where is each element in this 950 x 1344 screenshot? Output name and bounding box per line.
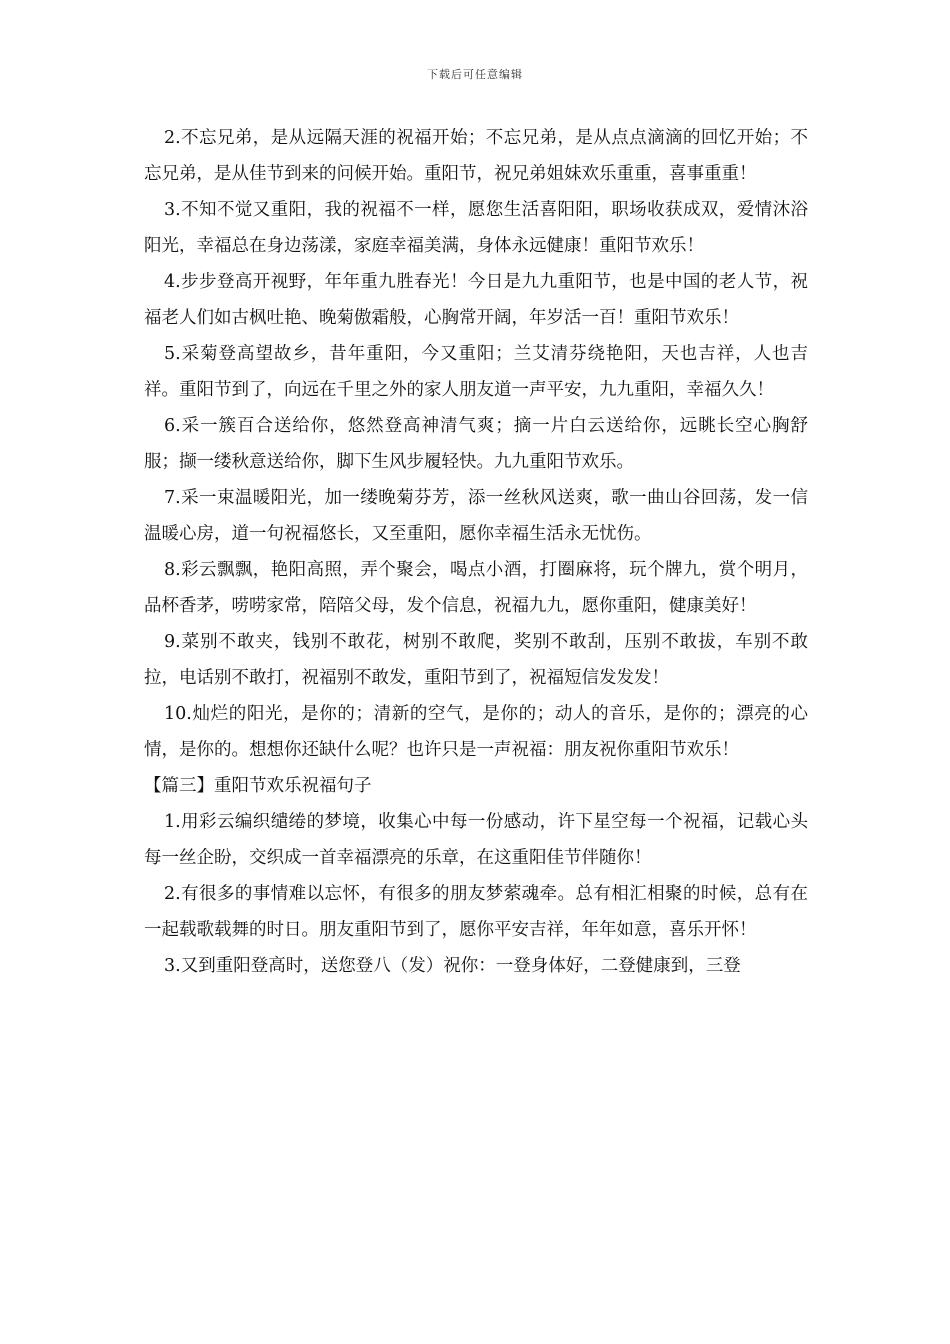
list-item: 7.采一束温暖阳光，加一缕晚菊芬芳，添一丝秋风送爽，歌一曲山谷回荡，发一信温暖心房，道一句祝福悠长，又至重阳，愿你幸福生活永无忧伤。 [144,488,808,544]
list-item: 9.菜别不敢夹，钱别不敢花，树别不敢爬，奖别不敢刮，压别不敢拔，车别不敢拉，电话别不敢打，祝福别不敢发，重阳节到了，祝福短信发发发！ [144,632,808,688]
list-item: 10.灿烂的阳光，是你的；清新的空气，是你的；动人的音乐，是你的；漂亮的心情，是你的。想想你还缺什么呢？也许只是一声祝福：朋友祝你重阳节欢乐！ [144,704,808,760]
list-item: 2.不忘兄弟，是从远隔天涯的祝福开始；不忘兄弟，是从点点滴滴的回忆开始；不忘兄弟，是从佳节到来的问候开始。重阳节，祝兄弟姐妹欢乐重重，喜事重重！ [144,128,808,184]
list-item: 3.不知不觉又重阳，我的祝福不一样，愿您生活喜阳阳，职场收获成双，爱情沐浴阳光，幸福总在身边荡漾，家庭幸福美满，身体永远健康！重阳节欢乐！ [144,200,808,256]
list-item: 6.采一簇百合送给你，悠然登高神清气爽；摘一片白云送给你，远眺长空心胸舒服；撷一缕秋意送给你，脚下生风步履轻快。九九重阳节欢乐。 [144,416,808,472]
document-body [144,120,808,984]
page-header: 下载后可任意编辑 [427,68,523,81]
list-item: 1.用彩云编织缱绻的梦境，收集心中每一份感动，许下星空每一个祝福，记载心头每一丝企盼，交织成一首幸福漂亮的乐章，在这重阳佳节伴随你！ [144,812,808,868]
list-item: 8.彩云飘飘，艳阳高照，弄个聚会，喝点小酒，打圈麻将，玩个牌九，赏个明月，品杯香茅，唠唠家常，陪陪父母，发个信息，祝福九九，愿你重阳，健康美好！ [144,560,808,616]
list-item: 2.有很多的事情难以忘怀，有很多的朋友梦萦魂牵。总有相汇相聚的时候，总有在一起载歌载舞的时日。朋友重阳节到了，愿你平安吉祥，年年如意，喜乐开怀！ [144,884,808,940]
list-item: 4.步步登高开视野，年年重九胜春光！今日是九九重阳节，也是中国的老人节，祝福老人们如古枫吐艳、晚菊傲霜般，心胸常开阔，年岁活一百！重阳节欢乐！ [144,272,808,328]
section-heading: 【篇三】重阳节欢乐祝福句子 [144,776,372,796]
list-item: 3.又到重阳登高时，送您登八（发）祝你：一登身体好，二登健康到，三登 [164,956,741,976]
list-item: 5.采菊登高望故乡，昔年重阳，今又重阳；兰艾清芬绕艳阳，天也吉祥，人也吉祥。重阳节到了，向远在千里之外的家人朋友道一声平安，九九重阳，幸福久久！ [144,344,808,400]
